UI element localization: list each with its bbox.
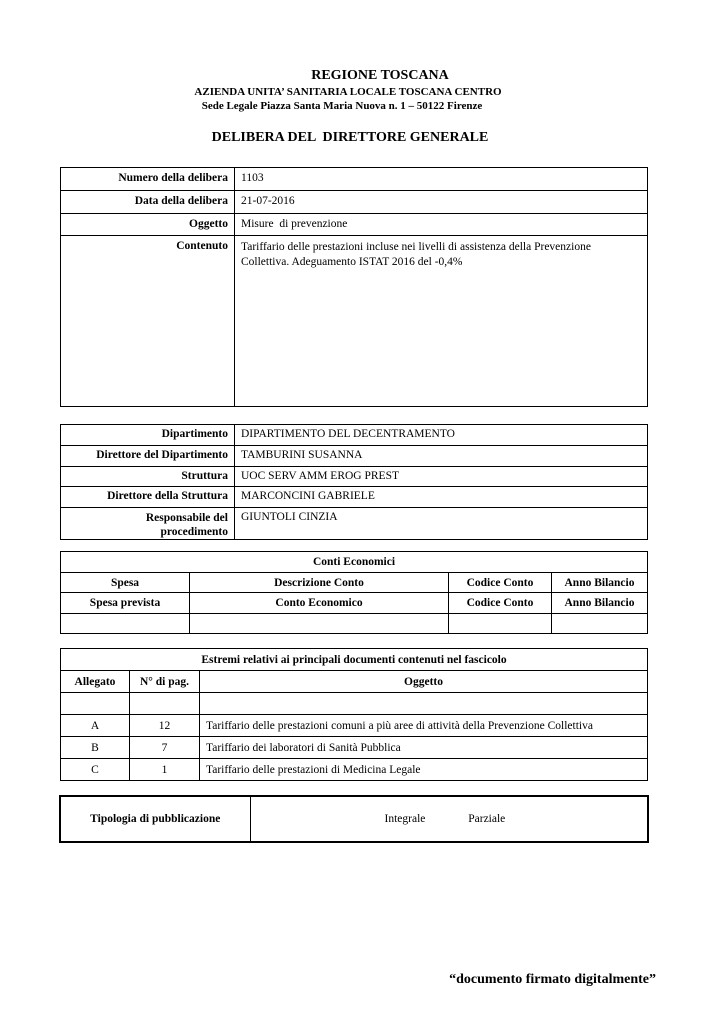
direttore-dipartimento-value: TAMBURINI SUSANNA [235, 446, 648, 467]
dipartimento-value: DIPARTIMENTO DEL DECENTRAMENTO [235, 425, 648, 446]
allegato-subject: Tariffario delle prestazioni di Medicina Legale [200, 759, 648, 781]
document-type-title: DELIBERA DEL DIRETTORE GENERALE [211, 130, 489, 145]
allegato-letter: A [61, 715, 130, 737]
conti-descrizione-header: Descrizione Conto [190, 573, 449, 593]
table-row [61, 759, 648, 781]
delibera-info-table [60, 167, 648, 407]
conti-title: Conti Economici [61, 552, 648, 573]
allegato-subject: Tariffario delle prestazioni comuni a più aree di attività della Prevenzione Collettiva [200, 715, 648, 737]
table-row [61, 715, 648, 737]
numero-value: 1103 [235, 168, 648, 191]
responsabile-value: GIUNTOLI CINZIA [235, 508, 648, 540]
region-title: REGIONE TOSCANA [311, 68, 449, 83]
conti-conto-economico: Conto Economico [190, 593, 449, 614]
allegato-header: Allegato [61, 671, 130, 693]
table-row [61, 737, 648, 759]
dipartimento-label: Dipartimento [61, 425, 235, 446]
digital-signature-note: “documento firmato digitalmente” [449, 972, 656, 987]
contenuto-value: Tariffario delle prestazioni incluse nei livelli di assistenza della Prevenzione Collettiva. Adeguamento ISTAT 2016 del -0,4% [235, 236, 648, 407]
allegato-pages: 7 [130, 737, 200, 759]
conti-codice-header: Codice Conto [449, 573, 552, 593]
conti-economici-table [60, 551, 648, 634]
pubblicazione-table [59, 795, 649, 843]
allegato-letter: B [61, 737, 130, 759]
conti-empty-cell [190, 614, 449, 634]
direttore-dipartimento-label: Direttore del Dipartimento [61, 446, 235, 467]
allegati-empty-cell [200, 693, 648, 715]
option-parziale: Parziale [468, 813, 506, 825]
conti-spesa-prevista: Spesa prevista [61, 593, 190, 614]
allegati-empty-cell [130, 693, 200, 715]
conti-empty-cell [552, 614, 648, 634]
oggetto-value: Misure di prevenzione [235, 214, 648, 236]
data-value: 21-07-2016 [235, 191, 648, 214]
conti-empty-cell [449, 614, 552, 634]
conti-spesa-header: Spesa [61, 573, 190, 593]
struttura-table [60, 424, 648, 540]
pagine-header: N° di pag. [130, 671, 200, 693]
direttore-struttura-label: Direttore della Struttura [61, 487, 235, 508]
pubblicazione-options [250, 796, 648, 842]
allegato-pages: 1 [130, 759, 200, 781]
allegato-pages: 12 [130, 715, 200, 737]
direttore-struttura-value: MARCONCINI GABRIELE [235, 487, 648, 508]
responsabile-label: Responsabile del procedimento [61, 508, 235, 540]
allegati-empty-cell [61, 693, 130, 715]
conti-anno-header: Anno Bilancio [552, 573, 648, 593]
oggetto-header: Oggetto [200, 671, 648, 693]
allegato-letter: C [61, 759, 130, 781]
allegato-subject: Tariffario dei laboratori di Sanità Pubblica [200, 737, 648, 759]
allegati-title: Estremi relativi ai principali documenti contenuti nel fascicolo [61, 649, 648, 671]
contenuto-label: Contenuto [61, 236, 235, 407]
conti-empty-cell [61, 614, 190, 634]
allegati-table [60, 648, 648, 781]
struttura-label: Struttura [61, 467, 235, 487]
struttura-value: UOC SERV AMM EROG PREST [235, 467, 648, 487]
agency-name: AZIENDA UNITA’ SANITARIA LOCALE TOSCANA CENTRO [194, 86, 502, 98]
oggetto-label: Oggetto [61, 214, 235, 236]
option-integrale: Integrale [384, 813, 426, 825]
numero-label: Numero della delibera [61, 168, 235, 191]
pubblicazione-label: Tipologia di pubblicazione [60, 796, 250, 842]
conti-anno-bilancio: Anno Bilancio [552, 593, 648, 614]
conti-codice-conto: Codice Conto [449, 593, 552, 614]
data-label: Data della delibera [61, 191, 235, 214]
agency-address: Sede Legale Piazza Santa Maria Nuova n. 1 – 50122 Firenze [201, 100, 483, 112]
